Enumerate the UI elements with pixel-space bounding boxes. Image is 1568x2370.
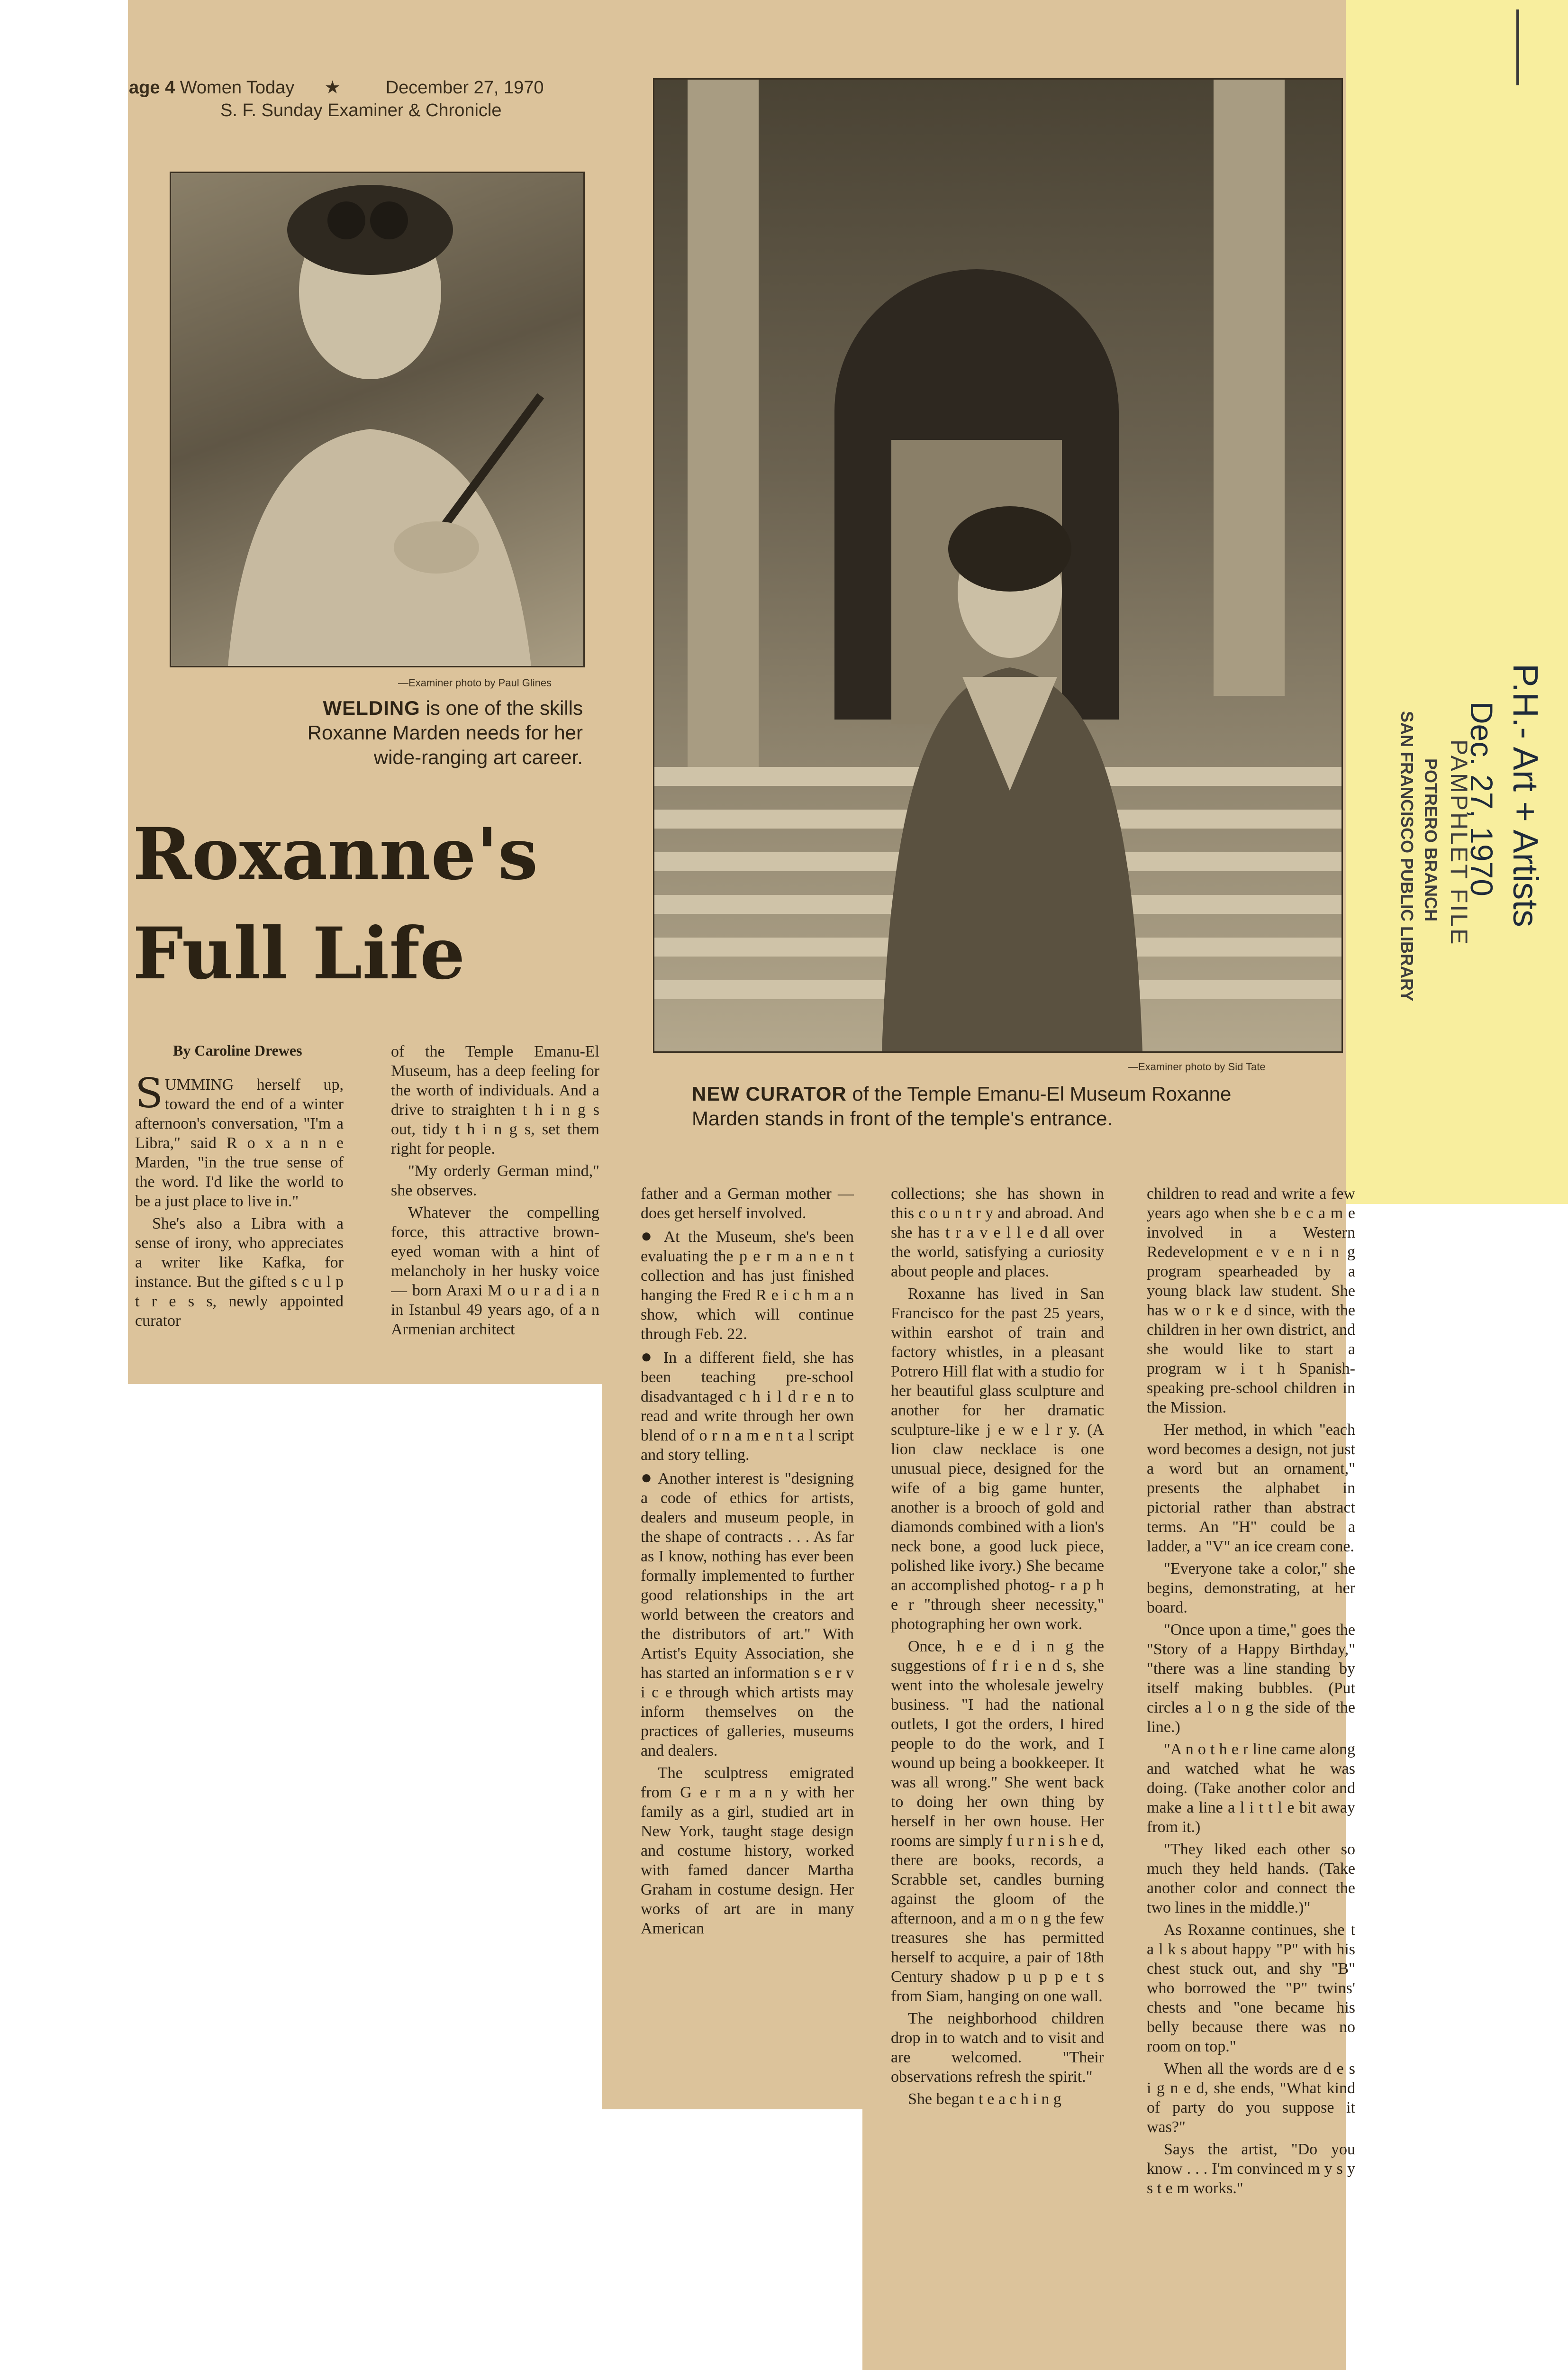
welding-photo-credit: —Examiner photo by Paul Glines (398, 677, 552, 689)
col2-para-1: of the Temple Emanu-El Museum, has a deep feeling for the worth of individuals. And a drive to straighten t h i n g s out, tidy t h i n g s, set them right for people. (391, 1043, 599, 1158)
welding-caption-lead: WELDING (323, 697, 420, 719)
col3-para-5: The sculptress emigrated from G e r m a n y with her family as a girl, studied art in New York, taught stage design and costume history, worked with famed dancer Martha Graham in costume design. Her works of art are in many American (641, 1764, 854, 1937)
curator-caption-lead: NEW CURATOR (692, 1083, 847, 1105)
col5-para-6: "They liked each other so much they held hands. (Take another color and connect the two lines in the middle.)" (1147, 1841, 1355, 1916)
col5-para-1: children to read and write a few years ago when she b e c a m e involved in a Western Redevelopment e v e n i n g program spearheaded by a young black law student. She has w o r k e d since, with the children in her own district, and she would like to start a program w i t h Spanish-speaking pre-school children in the Mission. (1147, 1185, 1355, 1416)
handwritten-date: Dec. 27, 1970 (1464, 702, 1499, 896)
welding-photo-illustration (171, 173, 583, 666)
page-number: age 4 (129, 78, 175, 98)
welding-caption (265, 696, 583, 770)
headline-line1: Roxanne's (133, 812, 538, 896)
bullet-dot: ● (641, 1225, 657, 1246)
header-star: ★ (324, 78, 341, 98)
page-header-line2: S. F. Sunday Examiner & Chronicle (220, 100, 502, 120)
section-name: Women Today (180, 78, 295, 98)
col1-para-2: She's also a Libra with a sense of irony, who appreciates a writer like Kafka, for instance. But the gifted s c u l p t r e s s, newly appointed curator (135, 1215, 344, 1330)
stamp-pamphlet-file: PAMPHLET FILE (1446, 739, 1472, 947)
folder-edge-mark (1516, 9, 1519, 85)
col5-para-4: "Once upon a time," goes the "Story of a Happy Birthday," "there was a line standing by itself making bubbles. (Put circles a l o n g the side of the line.) (1147, 1621, 1355, 1736)
curator-caption-text: of the Temple Emanu-El Museum Roxanne Marden stands in front of the temple's entrance. (692, 1083, 1232, 1130)
col1-para-1-text: UMMING herself up, toward the end of a winter afternoon's conversation, "I'm a Libra," said R o x a n n e Marden, "in the true sense of the word. I'd like the world to be a just place to live in." (135, 1076, 344, 1210)
col5-para-9: Says the artist, "Do you know . . . I'm convinced m y s y s t e m works." (1147, 2141, 1355, 2197)
article-column-3 (641, 1184, 854, 2108)
col3-bullet-2-text: In a different field, she has been teaching pre-school disadvantaged c h i l d r e n to read and write through her own blend of o r n a m e n t a l script and story telling. (641, 1349, 854, 1464)
col5-para-8: When all the words are d e s i g n e d, she ends, "What kind of party do you suppose it was?" (1147, 2060, 1355, 2136)
stamp-potrero-branch: POTRERO BRANCH (1421, 758, 1441, 922)
col1-para-1 (135, 1075, 344, 1211)
col4-para-1: collections; she has shown in this c o u n t r y and abroad. And she has t r a v e l l e d all over the world, satisfying a curiosity about people and places. (891, 1185, 1104, 1280)
col4-para-5: She began t e a c h i n g (908, 2090, 1061, 2108)
article-column-5 (1147, 1184, 1355, 2370)
page-header-line1 (129, 76, 544, 100)
byline: By Caroline Drewes (173, 1042, 302, 1059)
col3-bullet-2 (641, 1347, 854, 1465)
curator-photo-illustration (654, 80, 1341, 1051)
col5-para-3: "Everyone take a color," she begins, demonstrating, at her board. (1147, 1560, 1355, 1616)
curator-photo (653, 78, 1343, 1053)
welding-caption-text: is one of the skills Roxanne Marden needs for her wide-ranging art career. (307, 697, 583, 768)
stamp-sfpl: SAN FRANCISCO PUBLIC LIBRARY (1397, 711, 1417, 1002)
article-column-1 (135, 1075, 344, 1383)
headline-line2: Full Life (133, 912, 465, 995)
col3-para-1: father and a German mother — does get herself involved. (641, 1185, 854, 1222)
col4-para-3: Once, h e e d i n g the suggestions of f r i e n d s, she went into the wholesale jewelry business. "I had the national outlets, I got the orders, I hired people to do the work, and I wound up being a bookkeeper. It was all wrong." She went back to doing her own thing by herself in her own house. Her rooms are simply f u r n i s h e d, there are books, records, a Scrabble set, candles burning against the gloom of the afternoon, and a m o n g the few treasures she has permitted herself to acquire, a pair of 18th Century shadow p u p p e t s from Siam, hanging on one wall. (891, 1638, 1104, 2005)
drop-cap: S (135, 1075, 163, 1117)
col4-para-4: The neighborhood children drop in to watch and to visit and are welcomed. "Their observations refresh the spirit." (891, 2010, 1104, 2086)
col5-para-7: As Roxanne continues, she t a l k s about happy "P" with his chest stuck out, and shy "B" who borrowed the "P" twins' chests and "one became his belly because there was no room on top." (1147, 1921, 1355, 2055)
curator-caption (692, 1082, 1270, 1131)
col3-bullet-3-text: Another interest is "designing a code of ethics for artists, dealers and museum people, in the shape of contracts . . . As far as I know, nothing has ever been formally implemented to further good relationships in the art world between the creators and the distributors of art." With Artist's Equity Association, she has started an information s e r v i c e through which artists may inform themselves on the practices of galleries, museums and dealers. (641, 1470, 854, 1759)
col3-bullet-3 (641, 1468, 854, 1760)
handwritten-subject: P.H.- Art + Artists (1506, 664, 1545, 927)
welding-photo (170, 172, 585, 667)
col4-para-2: Roxanne has lived in San Francisco for the past 25 years, within earshot of train and factory whistles, in a pleasant Potrero Hill flat with a studio for her beautiful glass sculpture and another for her dramatic sculpture-like j e w e l r y. (A lion claw necklace is one unusual piece, designed for the wife of a big game hunter, another is a brooch of gold and diamonds combined with a lion's neck bone, a good luck piece, polished like ivory.) She became an accomplished photog- r a p h e r "through sheer necessity," photographing her own work. (891, 1285, 1104, 1633)
col2-para-3: Whatever the compelling force, this attractive brown-eyed woman with a hint of melancholy in her husky voice — born Araxi M o u r a d i a n in Istanbul 49 years ago, of a n Armenian architect (391, 1204, 599, 1338)
bullet-dot: ● (641, 1346, 656, 1367)
curator-photo-credit: —Examiner photo by Sid Tate (1128, 1061, 1266, 1073)
article-column-2 (391, 1042, 599, 1383)
article-column-4 (891, 1184, 1104, 2370)
col3-bullet-1-text: At the Museum, she's been evaluating the p e r m a n e n t collection and has just finished hanging the Fred R e i c h m a n show, which will continue through Feb. 22. (641, 1228, 854, 1343)
col5-para-5: "A n o t h e r line came along and watched what he was doing. (Take another color and make a line a l i t t l e bit away from it.) (1147, 1741, 1355, 1836)
header-date: December 27, 1970 (385, 78, 544, 98)
col2-para-2: "My orderly German mind," she observes. (391, 1162, 599, 1199)
bullet-dot: ● (641, 1467, 653, 1488)
col3-bullet-1 (641, 1226, 854, 1344)
col5-para-2: Her method, in which "each word becomes a design, not just a word but an ornament," presents the alphabet in pictorial rather than abstract terms. An "H" could be a ladder, a "V" an ice cream cone. (1147, 1421, 1355, 1555)
